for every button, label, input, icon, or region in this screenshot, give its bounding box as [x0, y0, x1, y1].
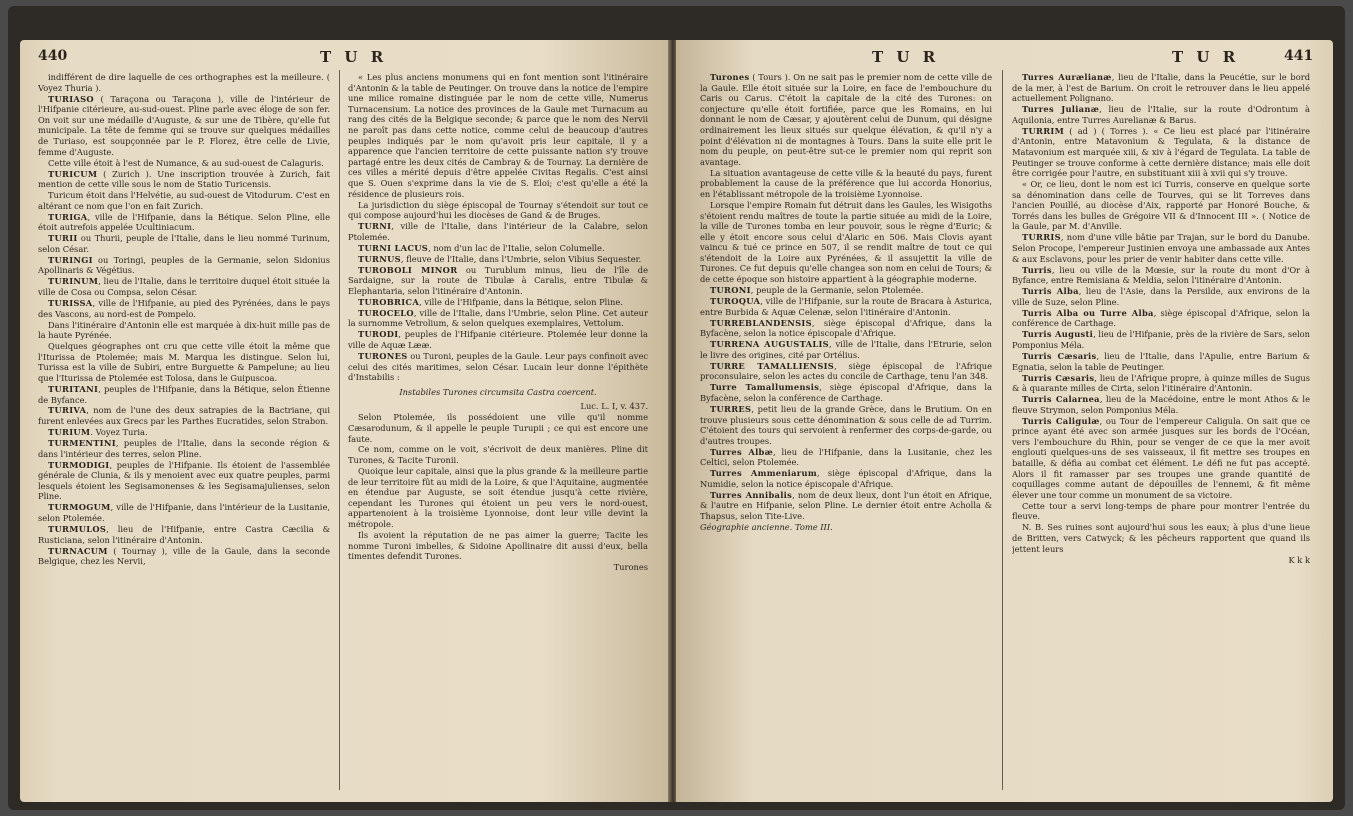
entry-headword: TURIGA [48, 211, 88, 222]
entry-paragraph [348, 444, 648, 465]
entry-text: ou Turublum minus, lieu de l'île de Sardaigne, sur la route de Tibulæ à Caralis, entre Tibulæ & Elephantaria, selon l'itinéraire d'Antonin. [348, 264, 648, 296]
entry-paragraph [1012, 373, 1310, 394]
entry-paragraph [38, 190, 330, 211]
entry-text: , lieu de l'Hifpanie, dans la Lusitanie, chez les Celtici, selon Ptolemée. [700, 446, 992, 468]
entry-paragraph [1012, 522, 1310, 554]
entry-headword: Turres Albæ [710, 446, 774, 457]
entry-paragraph [1012, 232, 1310, 264]
entry-paragraph [38, 460, 330, 502]
entry-paragraph [1012, 104, 1310, 125]
entry-text: ( Tours ). On ne sait pas le premier nom de cette ville de la Gaule. Elle étoit située sur la Loire, en face de l'embouchure du Caris ou Carus. C'étoit la capitale de la cité des Turones: on conjecture qu'elle étoit fortifiée, parce que les Romains, en lui donnant le nom de Cæsar, y ajoutèrent celui de Dunum, qui désigne ordinairement les lieux situés sur quelque élévation, & qu'il n'y a point d'élévation ni de montagnes à Tours. Dans la suite elle prit le nom du peuple, on peut-être sut-ce le premier nom qui reprit son avantage. [700, 72, 992, 167]
entry-text: , lieu de l'Afrique propre, à quinze milles de Sugus & à quarante milles de Cirta, selon l'itinéraire d'Antonin. [1012, 372, 1310, 394]
entry-paragraph [348, 308, 648, 329]
entry-paragraph [348, 243, 648, 254]
entry-text: , fleuve de l'Italie, dans l'Umbrie, selon Vibius Sequester. [400, 253, 642, 264]
entry-paragraph [38, 546, 330, 567]
entry-text: ou Toringi, peuples de la Germanie, selon Sidonius Apollinaris & Végétius. [38, 254, 330, 276]
entry-headword: TURRENA AUGUSTALIS [710, 339, 829, 350]
column-rule [1002, 70, 1003, 790]
entry-paragraph [700, 285, 992, 296]
entry-headword: TURMOGUM [48, 502, 111, 513]
entry-paragraph [700, 404, 992, 446]
entry-paragraph [348, 530, 648, 562]
entry-text: , ville de l'Hifpanie, au pied des Pyrénées, dans le pays des Vascons, au nord-est de Pompelo. [38, 297, 330, 319]
entry-headword: Turris Cæsaris [1022, 372, 1095, 383]
entry-headword: Turris Augusti [1022, 329, 1094, 340]
entry-headword: Turris Cæsaris [1022, 350, 1097, 361]
entry-paragraph [700, 168, 992, 200]
entry-text: , ville de l'Hifpanie, dans l'intérieur de la Lusitanie, selon Ptolemée. [38, 502, 330, 523]
entry-text: , siège épiscopal de l'Afrique proconsulaire, selon les actes du concile de Carthage, tenu l'an 348. [700, 360, 992, 382]
entry-text: , lieu de l'Hifpanie, près de la rivière de Sars, selon Pomponius Méla. [1012, 329, 1310, 350]
entry-text: , petit lieu de la grande Grèce, dans le Brutium. On en trouve plusieurs sous cette dénomination & sous celle de ad Turrim. C'étoient des tours qui servoient à renfermer des corps-de-garde, ou d'autres troupes. [700, 403, 992, 446]
entry-text: , lieu de la Macédoine, entre le mont Athos & le fleuve Strymon, selon Pomponius Méla. [1012, 394, 1310, 415]
entry-paragraph [1012, 308, 1310, 329]
entry-paragraph [1012, 265, 1310, 286]
entry-text: , nom d'une ville bâtie par Trajan, sur le bord du Danube. Selon Procope, l'empereur Justinien envoya une ambassade aux Antes & aux Esclavons, pour les prier de venir habiter dans cette ville. [1012, 232, 1310, 264]
entry-paragraph [38, 255, 330, 276]
entry-paragraph [348, 297, 648, 308]
entry-text: indifférent de dire laquelle de ces orthographes est la meilleure. ( Voyez Thuria ). [38, 72, 330, 93]
entry-text: Quoique leur capitale, ainsi que la plus grande & la meilleure partie de leur territoire fût au midi de la Loire, & que l'Aquitaine, augmentée en étendue par Auguste, se soit étendue jusqu'à cette rivière, cependant les Turones qui étoient un peu vers le nord-ouest, appartenoient à la troisième Lyonnoise, dont leur ville devint la métropole. [348, 466, 648, 530]
entry-text: , lieu de l'Italie, dans le territoire duquel étoit située la ville de Cosa ou Compsa, selon César. [38, 276, 330, 297]
entry-headword: TURONI [710, 285, 751, 296]
right-column-2 [1012, 72, 1310, 794]
entry-headword: TURNI [358, 221, 392, 232]
entry-text: Cette tour a servi long-temps de phare pour montrer l'entrée du fleuve. [1012, 500, 1310, 522]
entry-paragraph [1012, 501, 1310, 522]
entry-text: , ville de l'Hifpanie, dans la Bétique, selon Pline. [419, 296, 623, 307]
entry-paragraph [38, 94, 330, 158]
entry-paragraph [38, 298, 330, 319]
entry-text: , ville de l'Italie, dans l'Etrurie, selon le livre des origines, cité par Ortélius. [700, 339, 992, 360]
entry-paragraph [348, 265, 648, 297]
entry-headword: Turres Ammeniarum [710, 468, 817, 479]
entry-paragraph [38, 427, 330, 438]
entry-text: Ils avoient la réputation de ne pas aimer la guerre; Tacite les nomme Turoni imbelles, & Sidoine Apollinaire dit aussi d'eux, bella timentes defendit Turones. [348, 530, 648, 562]
entry-headword: TURNACUM [48, 545, 108, 556]
left-page-number: 440 [38, 48, 68, 64]
entry-text: ( Tournay ), ville de la Gaule, dans la seconde Belgique, chez les Nervii, [38, 545, 330, 567]
entry-paragraph [1012, 286, 1310, 307]
entry-headword: TURINUM [48, 276, 99, 287]
entry-headword: TURITANI [48, 383, 99, 394]
entry-text: La situation avantageuse de cette ville & la beauté du pays, furent probablement la cause de la préférence que lui accorda Honorius, en l'établissant métropole de la troisième Lyonnoise. [700, 167, 992, 199]
entry-text: , siège épiscopal d'Afrique, dans la Numidie, selon la notice épiscopale d'Afrique. [700, 468, 992, 489]
entry-paragraph [38, 169, 330, 190]
citation: K k k [1288, 554, 1310, 565]
entry-text: , lieu de l'Asie, dans la Persilde, aux environs de la ville de Suze, selon Pline. [1012, 286, 1310, 307]
entry-paragraph [38, 524, 330, 545]
entry-headword: Turris Alba ou Turre Alba [1022, 307, 1154, 318]
entry-paragraph [348, 72, 648, 199]
entry-paragraph [700, 490, 992, 522]
entry-paragraph [1012, 394, 1310, 415]
entry-text: ou Turoni, peuples de la Gaule. Leur pays confinoit avec celui des cités maritimes, selon César. Lucain leur donne l'épithète d'Instabilis : [348, 350, 648, 383]
entry-headword: TUROCELO [358, 307, 414, 318]
entry-text: , ville de l'Hifpanie, dans la Bétique. Selon Pline, elle étoit autrefois appelée Ucultiniacum. [38, 211, 330, 233]
entry-paragraph [38, 276, 330, 297]
entry-paragraph [1012, 329, 1310, 350]
entry-headword: TUROBOLI MINOR [358, 264, 458, 275]
entry-headword: Turres Annibalis [710, 489, 793, 500]
entry-text: Quelques géographes ont cru que cette ville étoit la même que l'Iturissa de Ptolemée; mais M. Marqua les distingue. Selon lui, Turissa est la ville de Subiri, entre Burguette & Pampelune; au lieu que l'Iturissa de Ptolemée est Tolosa, dans le Guipuscoa. [38, 341, 330, 383]
entry-headword: TUROQUA [710, 296, 761, 307]
right-page-number: 441 [1284, 48, 1314, 64]
right-page [676, 40, 1333, 802]
entry-paragraph [38, 158, 330, 169]
entry-text: Cette ville étoit à l'est de Numance, & au sud-ouest de Calaguris. [48, 157, 324, 168]
entry-paragraph [1012, 72, 1310, 104]
right-column-1 [700, 72, 992, 794]
entry-text: , peuples de l'Hifpanie citérieure. Ptolemée leur donne la ville de Aquæ Lææ. [348, 329, 648, 350]
entry-text: ( Zurich ). Une inscription trouvée à Zurich, fait mention de cette ville sous le nom de Statio Turicensis. [38, 168, 330, 190]
left-page [20, 40, 670, 802]
column-rule [339, 70, 340, 790]
entry-text: Selon Ptolemée, ils possédoient une ville qu'il nomme Cæsarodunum, & il appelle le peuple Turupii ; ce qui est encore une faute. [348, 412, 648, 444]
entry-paragraph [700, 296, 992, 317]
entry-paragraph [38, 341, 330, 383]
entry-headword: Turris [1022, 264, 1052, 275]
entry-paragraph [700, 318, 992, 339]
entry-headword: TURII [48, 233, 78, 244]
entry-text: ( ad ) ( Torres ). « Ce lieu est placé par l'itinéraire d'Antonin, entre Matavonium & Tegulata, & la distance de Matavonium est marquée xiii, & xiv à l'égard de Tegulata. La table de Peutinger se trouve conforme à cette dernière distance; mais elle doit être corrigée pour l'autre, en substituant xiii à xvii qui s'y trouve. [1012, 125, 1310, 179]
entry-text: Ce nom, comme on le voit, s'écrivoit de deux manières. Pline dit Turones, & Tacite Turonii. [348, 444, 648, 466]
entry-paragraph [700, 200, 992, 285]
entry-paragraph [348, 466, 648, 530]
entry-headword: Turones [710, 72, 750, 82]
citation: Turones [613, 562, 648, 573]
entry-text: , lieu de l'Italie, sur la route d'Odrontum à Aquilonia, entre Turres Aurelianæ & Barus. [1012, 104, 1310, 125]
entry-paragraph [38, 405, 330, 426]
entry-headword: TURINGI [48, 254, 93, 265]
entry-text: , lieu de l'Hifpanie, entre Castra Cæcilia & Rusticiana, selon l'itinéraire d'Antonin. [38, 523, 330, 545]
entry-paragraph [700, 72, 992, 167]
open-book [8, 6, 1345, 810]
entry-text: ( Taraçona ou Taraçona ), ville de l'intérieur de l'Hifpanie citérieure, au-sud-ouest. Pline parle avec éloge de son fer. On voit sur une médaille d'Auguste, & sur une de Tibère, qu'elle fut municipale. La tête de femme qui se trouve sur quelques médailles de Turiaso, est soupçonnée par le P. Florez, être celle de Livie, femme d'Auguste. [38, 93, 330, 157]
entry-paragraph [348, 200, 648, 221]
entry-paragraph [38, 320, 330, 341]
entry-text: La jurisdiction du siège épiscopal de Tournay s'étendoit sur tout ce qui compose aujourd'hui les diocèses de Gand & de Bruges. [348, 199, 648, 221]
entry-paragraph [348, 412, 648, 444]
entry-headword: TURISSA [48, 297, 93, 308]
entry-headword: TUROBRICA [358, 296, 420, 307]
entry-headword: TURICUM [48, 168, 98, 179]
entry-paragraph [348, 351, 648, 383]
entry-text: Lorsque l'empire Romain fut détruit dans les Gaules, les Wisigoths s'étoient rendu maîtres de toute la partie située au midi de la Loire, la ville de Turones tomba en leur pouvoir, sous le règne d'Euric; & elle y étoit encore sous celui d'Alaric en 506. Mais Clovis ayant vaincu & tué ce prince en 507, il se rendit maître de tout ce qui s'étendoit de la Loire aux Pyrénées, & il assujettit la ville de Turones. Ce fut depuis qu'elle changea son nom en celui de Tours; & de cette époque son histoire appartient à la géographie moderne. [700, 199, 992, 285]
entry-headword: TURMULOS [48, 523, 107, 534]
entry-headword: TURIASO [48, 93, 94, 104]
entry-text: , siège épiscopal d'Afrique, dans la Byfacène, selon la notice épiscopale d'Afrique. [700, 317, 992, 339]
entry-text: , siège épiscopal d'Afrique, dans la Byfacène, selon la conférence de Carthage. [700, 382, 992, 403]
entry-headword: TURRES [710, 403, 752, 414]
entry-headword: Turris Caligulæ [1022, 415, 1100, 426]
entry-text: N. B. Ses ruines sont aujourd'hui sous les eaux; à plus d'une lieue de Britten, vers Catwyck; & les pêcheurs rapportent que quand ils jettent leurs [1012, 522, 1310, 554]
entry-paragraph [1012, 416, 1310, 501]
entry-headword: TURIUM [48, 427, 91, 438]
left-column-2 [348, 72, 648, 794]
entry-text: , lieu de l'Italie, dans la Peucétie, sur le bord de la mer, à l'est de Barium. On croit le retrouver dans le lieu appelé actuellement Polignano. [1012, 72, 1310, 104]
entry-text: Turicum étoit dans l'Helvétie, au sud-ouest de Vitodurum. C'est en altérant ce nom que l'on en fait Zurich. [38, 190, 330, 211]
entry-paragraph [1012, 179, 1310, 232]
verse-quote: Instabiles Turones circumsita Castra coercent. [399, 386, 597, 397]
right-running-head-left: T U R [872, 48, 940, 66]
entry-paragraph [38, 502, 330, 523]
entry-text: , nom d'un lac de l'Italie, selon Columelle. [428, 242, 605, 253]
entry-text: . Voyez Turia. [90, 427, 148, 438]
entry-headword: TURIVA [48, 405, 87, 416]
entry-paragraph [348, 329, 648, 350]
entry-paragraph [348, 254, 648, 265]
entry-paragraph [38, 212, 330, 233]
entry-text: , siège épiscopal d'Afrique, selon la conférence de Carthage. [1012, 307, 1310, 329]
entry-text: , ville de l'Italie, dans l'Umbrie, selon Pline. Cet auteur la surnomme Vetrolium, & selon quelques exemplaires, Vettolum. [348, 307, 648, 329]
entry-headword: TURMODIGI [48, 459, 110, 470]
right-running-head-right: T U R [1172, 48, 1240, 66]
entry-paragraph [38, 72, 330, 93]
entry-paragraph [38, 384, 330, 405]
entry-paragraph [1012, 126, 1310, 179]
entry-text: , peuple de la Germanie, selon Ptolemée. [750, 285, 924, 296]
entry-headword: Turre Tamallumensis [710, 382, 820, 393]
entry-paragraph [700, 361, 992, 382]
entry-headword: TURRIS [1022, 232, 1061, 243]
entry-paragraph [1012, 351, 1310, 372]
entry-headword: TURODI [358, 329, 399, 340]
entry-text: , ou Tour de l'empereur Caligula. On sait que ce prince ayant été avec son armée jusques sur les bords de l'Océan, vers l'embouchure du Rhin, pour se venger de ce que la mer avoit englouti quelques-uns de ses vaisseaux, il fit mettre ses troupes en bataille, & défia au combat cet élément. Le défi ne fut pas accepté. Alors il fit ramasser par ses troupes une grande quantité de coquillages comme autant de dépouilles de l'ennemi, & fit même élever une tour comme un monument de sa victoire. [1012, 415, 1310, 500]
entry-headword: TURRIM [1022, 125, 1065, 136]
entry-text: , peuples de l'Italie, dans la seconde région & dans l'intérieur des terres, selon Pline. [38, 438, 330, 459]
entry-paragraph [38, 438, 330, 459]
left-running-head: T U R [320, 48, 388, 66]
entry-text: , nom de l'une des deux satrapies de la Bactriane, qui furent enlevées aux Grecs par les Parthes Eucratides, selon Strabon. [38, 405, 330, 427]
entry-paragraph [348, 221, 648, 242]
citation: Luc. L. I, v. 437. [580, 401, 648, 412]
entry-text: « Les plus anciens monumens qui en font mention sont l'itinéraire d'Antonin & la table de Peutinger. On trouve dans la notice de l'empire une milice romaine distinguée par le nom de cette ville, Numerus Turnacensium. La notice des provinces de la Gaule met Turnacum au rang des cités de la Belgique seconde; & parce que le nom des Nervii ne paroît pas dans cette notice, comme celui de beaucoup d'autres peuples indiqués par le nom qu'avoit pris leur capitale, il y a apparence que l'ancien territoire de cette puissante nation s'y trouve partagé entre les deux cités de Cambray & de Tournay. La dernière de ces villes a mérité depuis d'être appelée Civitas Regalis. C'est ainsi que S. Ouen s'exprime dans la vie de S. Eloi; c'est qu'elle a été la résidence de plusieurs rois. [348, 72, 648, 199]
entry-text: « Or, ce lieu, dont le nom est ici Turris, conserve en quelque sorte sa dénomination dans celle de Tourves, qui se lit Torreves dans l'ancien Pouillé, au diocèse d'Aix, rapporté par Honoré Bouche, & Torrés dans les bulles de Grégoire VII & d'Innocent III ». ( Notice de la Gaule, par M. d'Anville. [1012, 179, 1310, 232]
entry-text: , peuples de l'Hifpanie, dans la Bétique, selon Étienne de Byfance. [38, 383, 330, 405]
entry-headword: Turres Julianæ [1022, 104, 1100, 115]
entry-text: , lieu de l'Italie, dans l'Apulie, entre Barium & Egnatia, selon la table de Peutinger. [1012, 350, 1310, 372]
entry-headword: Turris Alba [1022, 286, 1079, 297]
entry-text: ou Thurii, peuple de l'Italie, dans le lieu nommé Turinum, selon César. [38, 233, 330, 254]
entry-headword: TURRE TAMALLIENSIS [710, 360, 835, 371]
entry-text: , ville de l'Hifpanie, sur la route de Bracara à Asturica, entre Burbida & Aquæ Celenæ, selon l'itinéraire d'Antonin. [700, 296, 992, 317]
entry-paragraph [38, 233, 330, 254]
entry-text: , peuples de l'Hifpanie. Ils étoient de l'assemblée générale de Clunia, & ils y menoient avec eux quatre peuples, parmi lesquels étoient les Segisamonenses & les Segisamajulienses, selon Pline. [38, 459, 330, 502]
entry-paragraph [700, 468, 992, 489]
entry-headword: TURREBLANDENSIS [710, 317, 812, 328]
entry-paragraph [700, 382, 992, 403]
entry-text: , lieu ou ville de la Mœsie, sur la route du mont d'Or à Byfance, entre Remisiana & Meldia, selon l'itinéraire d'Antonin. [1012, 264, 1310, 286]
entry-text: Dans l'itinéraire d'Antonin elle est marquée à dix-huit mille pas de la haute Pyrénée. [38, 319, 330, 341]
left-column-1 [38, 72, 330, 794]
entry-paragraph [700, 447, 992, 468]
entry-headword: Turres Aurælianæ [1022, 72, 1112, 82]
entry-headword: TURONES [358, 350, 408, 361]
entry-headword: Turris Calarnea [1022, 394, 1100, 405]
entry-headword: TURNUS [358, 253, 401, 264]
entry-headword: TURMENTINI [48, 438, 116, 449]
entry-text: , ville de l'Italie, dans l'intérieur de la Calabre, selon Ptolemée. [348, 221, 648, 242]
entry-text: , nom de deux lieux, dont l'un étoit en Afrique, & l'autre en Hifpanie, selon Pline. Le dernier étoit entre Acholla & Thapsus, selon Tite-Live. [700, 489, 992, 522]
page-footer: Géographie ancienne. Tome III. [700, 522, 833, 533]
entry-headword: TURNI LACUS [358, 242, 429, 253]
entry-paragraph [700, 339, 992, 360]
